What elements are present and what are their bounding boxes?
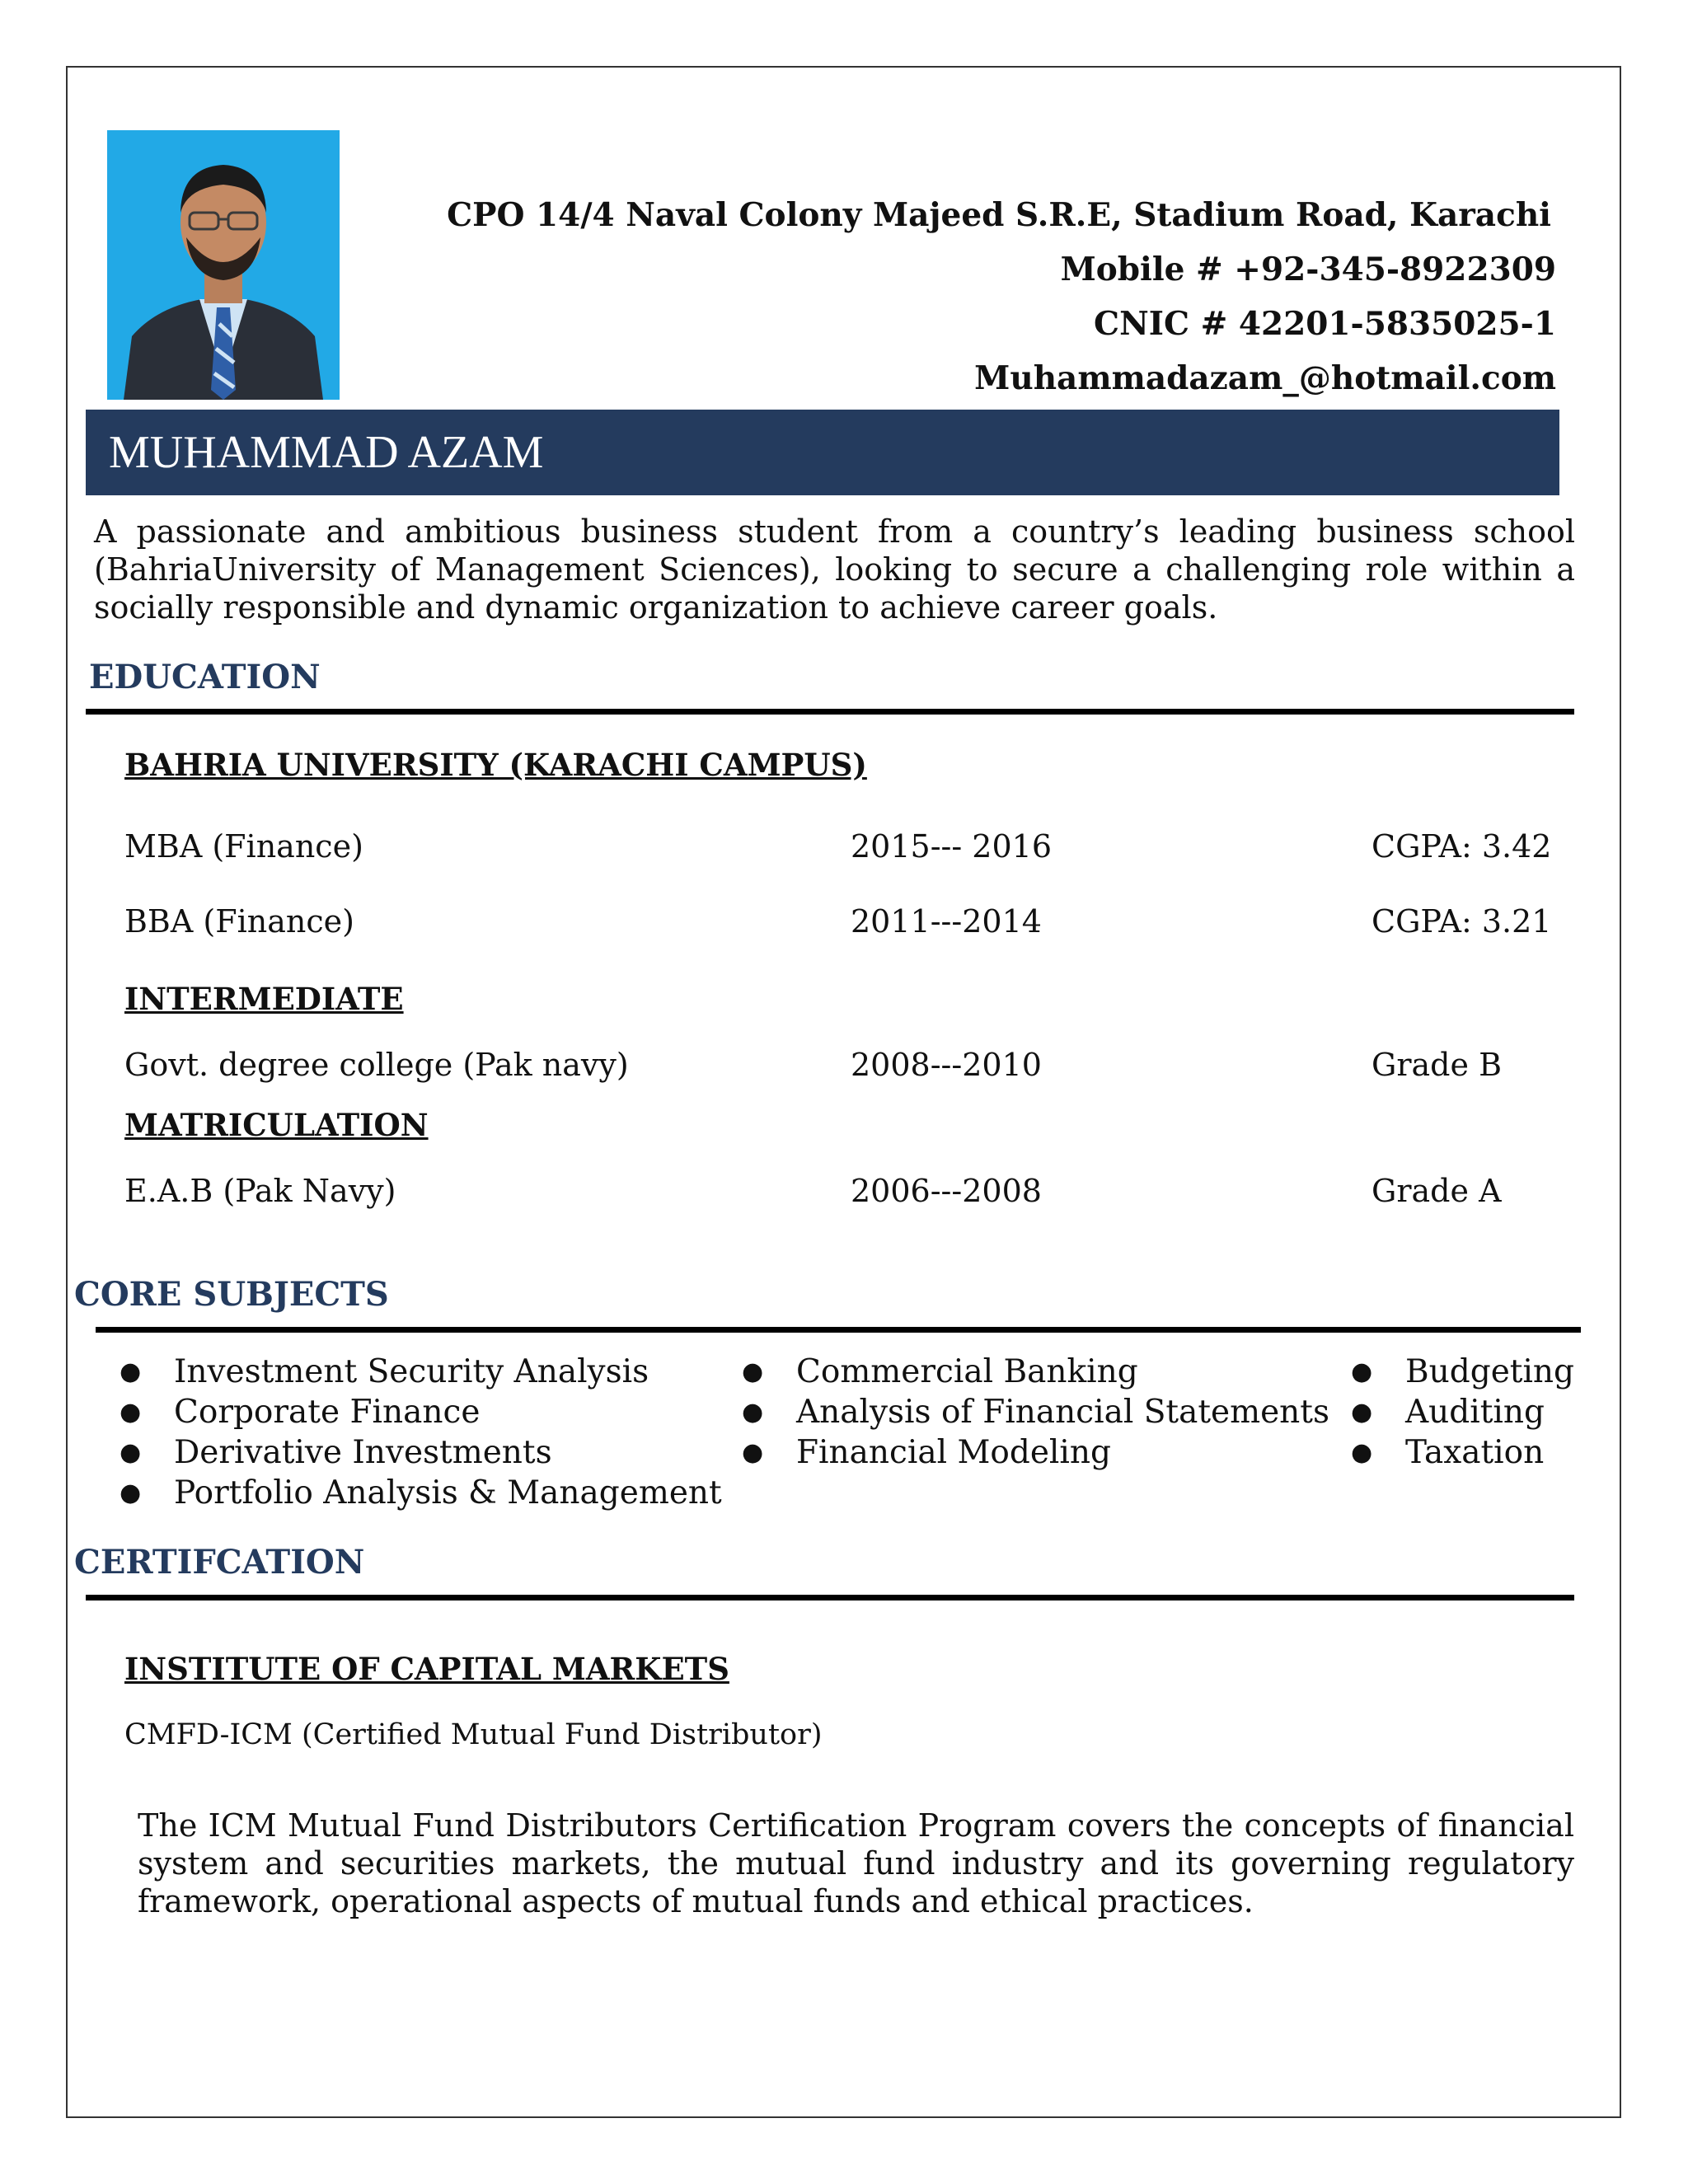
bullet-icon: ●	[120, 1357, 142, 1386]
degree: MBA (Finance)	[124, 828, 363, 865]
address: CPO 14/4 Naval Colony Majeed S.R.E, Stadium Road, Karachi	[447, 196, 1551, 234]
profile-photo	[107, 130, 340, 400]
bullet-icon: ●	[742, 1357, 764, 1386]
certification-heading: CERTIFCATION	[74, 1543, 365, 1582]
list-item: ● Budgeting	[1351, 1353, 1575, 1390]
core-subjects-heading: CORE SUBJECTS	[74, 1275, 389, 1314]
certificate-description: The ICM Mutual Fund Distributors Certification Program covers the concepts of financial system and securities markets, the mutual fund industry and its governing regulatory framework, operational aspects of mutual funds and ethical practices.	[138, 1807, 1574, 1919]
certificate-title: CMFD-ICM (Certified Mutual Fund Distributor)	[124, 1718, 823, 1751]
list-item: ● Financial Modeling	[742, 1434, 1111, 1471]
list-item: ● Investment Security Analysis	[120, 1353, 649, 1390]
list-item: ● Auditing	[1351, 1394, 1545, 1431]
university-heading: BAHRIA UNIVERSITY (KARACHI CAMPUS)	[124, 747, 867, 783]
education-heading: EDUCATION	[89, 658, 321, 696]
grade: CGPA: 3.42	[1372, 828, 1552, 865]
degree: Govt. degree college (Pak navy)	[124, 1047, 629, 1083]
bullet-icon: ●	[1351, 1398, 1373, 1427]
name-banner	[86, 410, 1559, 495]
bullet-icon: ●	[120, 1438, 142, 1467]
list-item: ● Corporate Finance	[120, 1394, 481, 1431]
bullet-icon: ●	[120, 1479, 142, 1507]
years: 2015--- 2016	[851, 828, 1053, 865]
subjects-column-1	[120, 1352, 722, 1513]
institute-heading: INSTITUTE OF CAPITAL MARKETS	[124, 1651, 729, 1687]
education-row-intermediate	[124, 1047, 1542, 1088]
degree: E.A.B (Pak Navy)	[124, 1173, 396, 1209]
grade: Grade B	[1372, 1047, 1502, 1083]
years: 2008---2010	[851, 1047, 1042, 1083]
matriculation-heading: MATRICULATION	[124, 1107, 429, 1143]
list-item: ● Analysis of Financial Statements	[742, 1394, 1329, 1431]
candidate-name: MUHAMMAD AZAM	[109, 427, 544, 478]
education-row-mba	[124, 828, 1552, 869]
degree: BBA (Finance)	[124, 903, 354, 940]
education-row-bba	[124, 903, 1552, 944]
career-summary: A passionate and ambitious business student from a country’s leading business school (BahriaUniversity of Management Sciences), looking to secure a challenging role within a socially responsible and dynamic organization to achieve career goals.	[94, 513, 1575, 626]
bullet-icon: ●	[1351, 1438, 1373, 1467]
email-address: Muhammadazam_@hotmail.com	[974, 359, 1556, 397]
bullet-icon: ●	[1351, 1357, 1373, 1386]
grade: CGPA: 3.21	[1372, 903, 1552, 940]
cnic-number: CNIC # 42201-5835025-1	[1094, 305, 1556, 343]
certification-divider	[86, 1595, 1574, 1601]
mobile-number: Mobile # +92-345-8922309	[1060, 251, 1556, 288]
subjects-column-3	[1351, 1352, 1574, 1473]
list-item: ● Commercial Banking	[742, 1353, 1138, 1390]
core-subjects-divider	[96, 1327, 1581, 1333]
list-item: ● Portfolio Analysis & Management	[120, 1474, 722, 1511]
list-item: ● Taxation	[1351, 1434, 1545, 1471]
core-subjects-list	[120, 1352, 1575, 1516]
education-divider	[86, 709, 1574, 715]
intermediate-heading: INTERMEDIATE	[124, 981, 404, 1017]
contact-info	[447, 188, 1556, 405]
list-item: ● Derivative Investments	[120, 1434, 552, 1471]
bullet-icon: ●	[742, 1398, 764, 1427]
bullet-icon: ●	[120, 1398, 142, 1427]
subjects-column-2	[742, 1352, 1329, 1473]
years: 2011---2014	[851, 903, 1042, 940]
bullet-icon: ●	[742, 1438, 764, 1467]
education-row-matriculation	[124, 1173, 1542, 1214]
grade: Grade A	[1372, 1173, 1502, 1209]
years: 2006---2008	[851, 1173, 1042, 1209]
